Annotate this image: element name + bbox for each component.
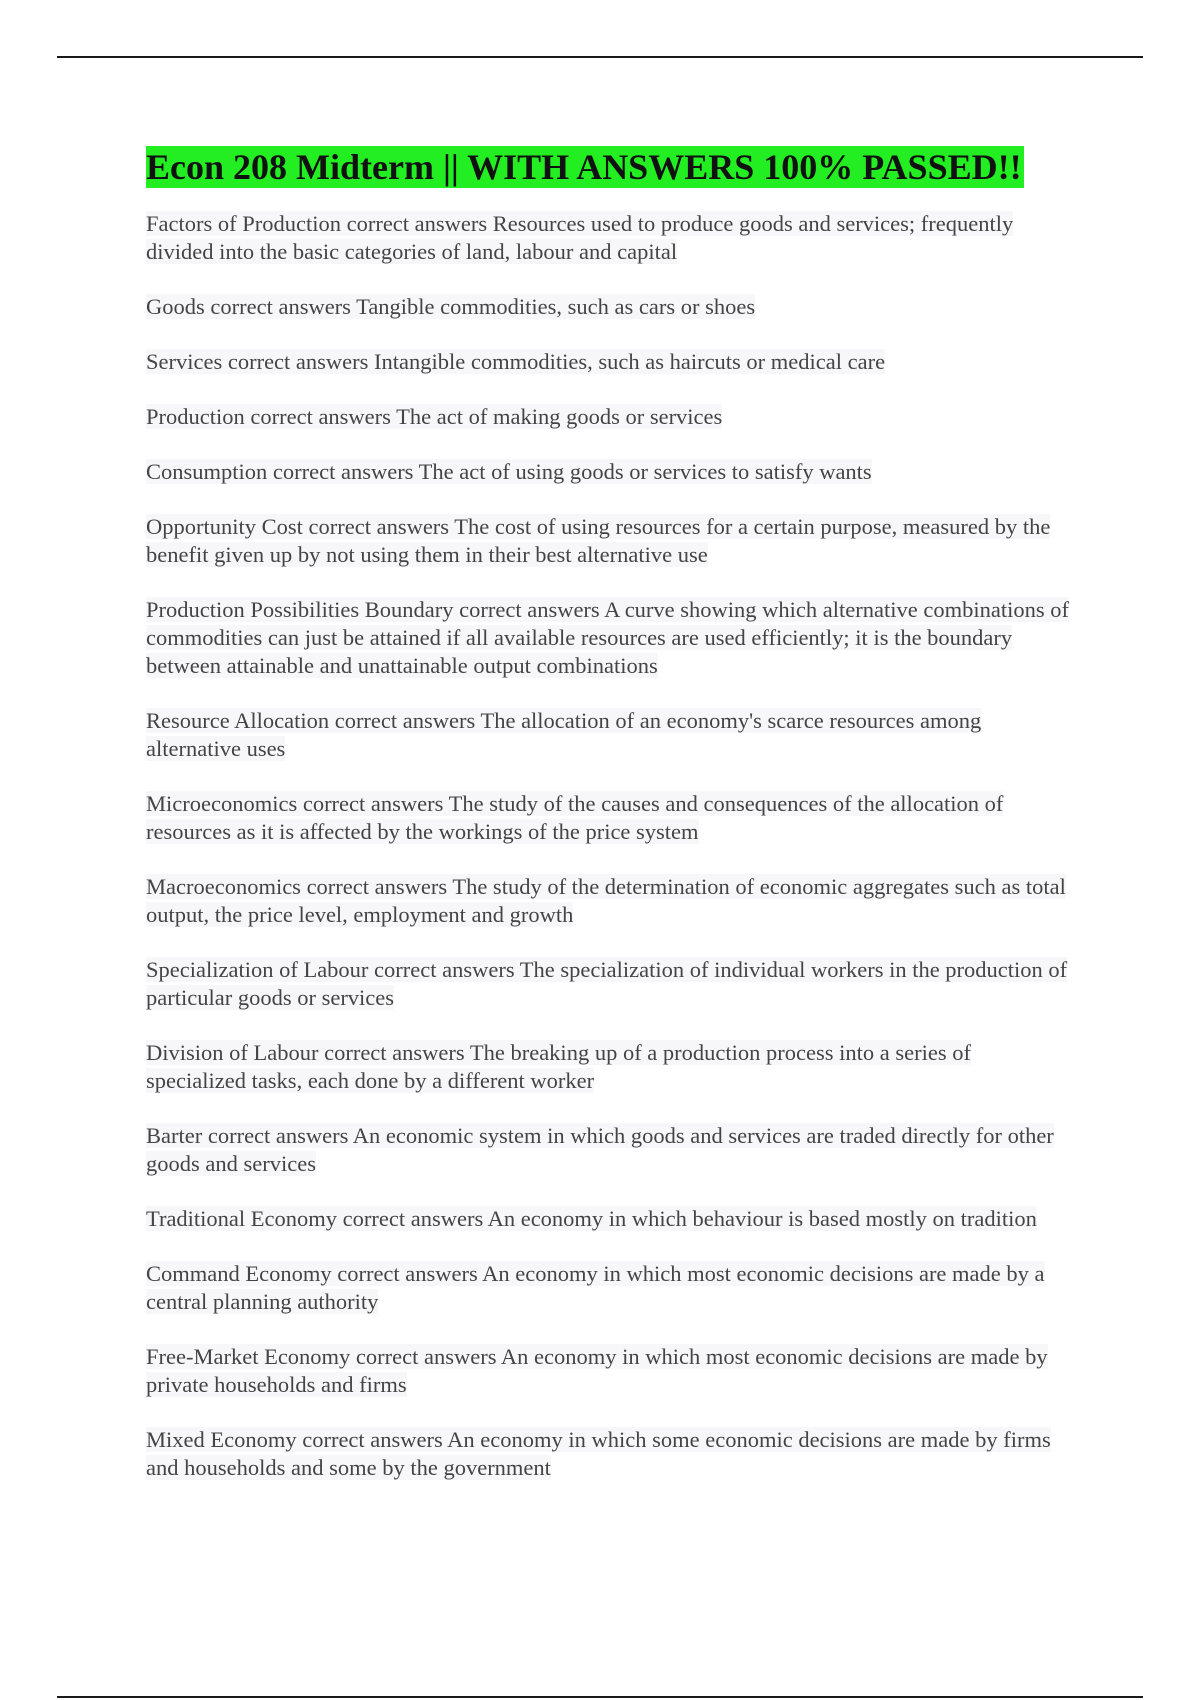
entry-item [146,1426,1070,1482]
entry-item [146,458,1070,486]
entry-text: Division of Labour correct answers The breaking up of a production process into a series of specialized tasks, each done by a different worker [146,1040,971,1093]
entry-text: Consumption correct answers The act of using goods or services to satisfy wants [146,459,872,484]
document-title: Econ 208 Midterm || WITH ANSWERS 100% PASSED!! [146,147,1022,187]
entry-item [146,707,1070,763]
entry-text: Traditional Economy correct answers An economy in which behaviour is based mostly on tradition [146,1206,1037,1231]
entry-text: Opportunity Cost correct answers The cost of using resources for a certain purpose, measured by the benefit given up by not using them in their best alternative use [146,514,1051,567]
entry-list [146,210,1070,1482]
entry-item [146,513,1070,569]
entry-item [146,1343,1070,1399]
entry-text: Mixed Economy correct answers An economy in which some economic decisions are made by firms and households and some by the government [146,1427,1051,1480]
entry-item [146,348,1070,376]
entry-text: Production Possibilities Boundary correct answers A curve showing which alternative combinations of commodities can just be attained if all available resources are used efficiently; it is the boundary between attainable and unattainable output combinations [146,597,1069,678]
entry-text: Specialization of Labour correct answers The specialization of individual workers in the production of particular goods or services [146,957,1068,1010]
entry-item [146,403,1070,431]
entry-text: Barter correct answers An economic system in which goods and services are traded directly for other goods and services [146,1123,1054,1176]
entry-text: Command Economy correct answers An economy in which most economic decisions are made by a central planning authority [146,1261,1045,1314]
header-rule [57,56,1143,58]
document-body [146,146,1070,1509]
entry-item [146,293,1070,321]
entry-text: Goods correct answers Tangible commodities, such as cars or shoes [146,294,756,319]
entry-item [146,1205,1070,1233]
footer-rule [57,1696,1143,1698]
entry-item [146,956,1070,1012]
entry-text: Production correct answers The act of making goods or services [146,404,723,429]
entry-text: Factors of Production correct answers Resources used to produce goods and services; frequently divided into the basic categories of land, labour and capital [146,211,1014,264]
entry-text: Resource Allocation correct answers The allocation of an economy's scarce resources among alternative uses [146,708,982,761]
entry-item [146,1039,1070,1095]
entry-text: Services correct answers Intangible commodities, such as haircuts or medical care [146,349,886,374]
entry-item [146,790,1070,846]
entry-item [146,873,1070,929]
entry-item [146,596,1070,680]
entry-item [146,210,1070,266]
entry-text: Macroeconomics correct answers The study of the determination of economic aggregates such as total output, the price level, employment and growth [146,874,1066,927]
entry-item [146,1122,1070,1178]
entry-item [146,1260,1070,1316]
entry-text: Microeconomics correct answers The study of the causes and consequences of the allocation of resources as it is affected by the workings of the price system [146,791,1004,844]
entry-text: Free-Market Economy correct answers An economy in which most economic decisions are made by private households and firms [146,1344,1048,1397]
